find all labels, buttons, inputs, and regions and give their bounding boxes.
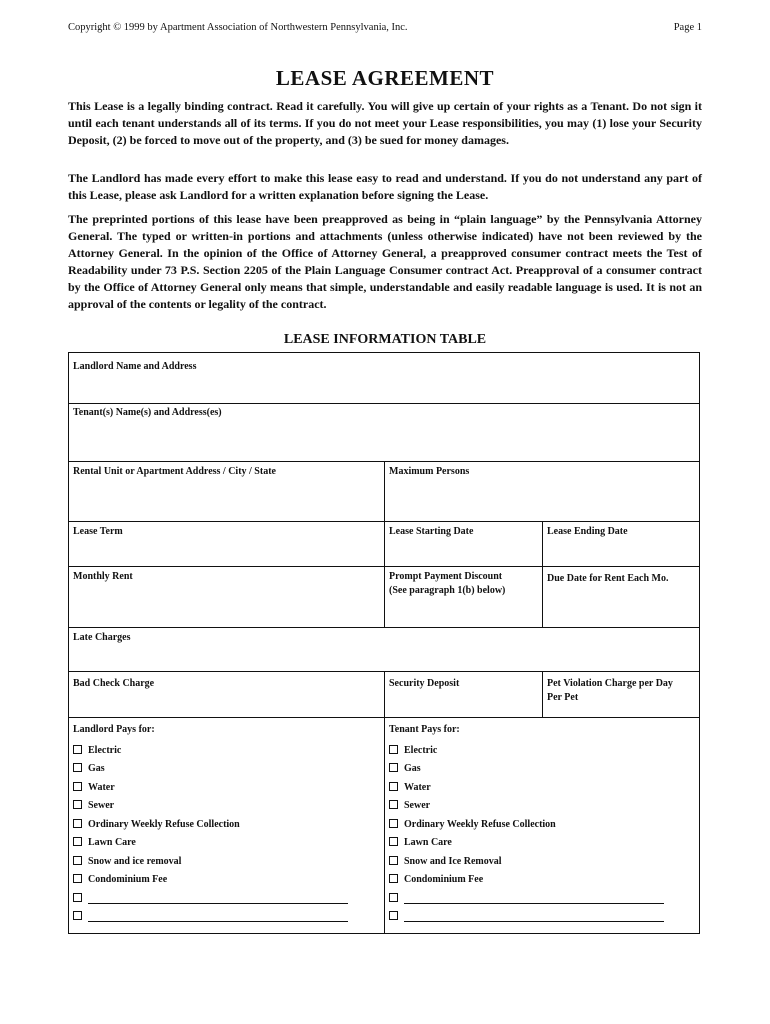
late-charges-field[interactable]: Late Charges — [73, 632, 131, 643]
checkbox-icon[interactable] — [389, 856, 398, 865]
landlord-pays-gas[interactable]: Gas — [73, 760, 378, 779]
checkbox-icon[interactable] — [73, 819, 82, 828]
bad-check-charge-field[interactable]: Bad Check Charge — [73, 678, 155, 689]
landlord-pays-heading: Landlord Pays for: — [73, 724, 155, 735]
checkbox-icon[interactable] — [73, 837, 82, 846]
checkbox-icon[interactable] — [73, 763, 82, 772]
landlord-pays-condo-fee[interactable]: Condominium Fee — [73, 871, 378, 890]
tenant-pays-list — [389, 723, 694, 926]
tenant-pays-snow-removal[interactable]: Snow and Ice Removal — [389, 852, 694, 871]
checkbox-icon[interactable] — [73, 782, 82, 791]
lease-term-field[interactable]: Lease Term — [73, 526, 123, 537]
checkbox-icon[interactable] — [73, 800, 82, 809]
table-divider — [69, 403, 699, 404]
table-divider — [542, 521, 543, 627]
checkbox-icon[interactable] — [73, 745, 82, 754]
copyright-notice: Copyright © 1999 by Apartment Association of Northwestern Pennsylvania, Inc. — [68, 22, 408, 33]
blank-line[interactable] — [88, 893, 348, 904]
checkbox-icon[interactable] — [73, 856, 82, 865]
checkbox-icon[interactable] — [389, 763, 398, 772]
landlord-pays-snow-removal[interactable]: Snow and ice removal — [73, 852, 378, 871]
page-header — [68, 22, 702, 33]
landlord-pays-other-1[interactable] — [73, 889, 378, 908]
checkbox-icon[interactable] — [389, 782, 398, 791]
table-divider — [384, 521, 385, 627]
pet-violation-label-line2: Per Pet — [547, 692, 579, 703]
table-divider — [69, 627, 699, 628]
tenant-pays-other-2[interactable] — [389, 908, 694, 927]
rental-unit-address-field[interactable]: Rental Unit or Apartment Address / City / State — [73, 466, 276, 477]
blank-line[interactable] — [404, 893, 664, 904]
tenant-pays-gas[interactable]: Gas — [389, 760, 694, 779]
prompt-payment-note: (See paragraph 1(b) below) — [389, 585, 506, 596]
maximum-persons-field[interactable]: Maximum Persons — [389, 466, 470, 477]
tenant-pays-electric[interactable]: Electric — [389, 741, 694, 760]
table-divider — [542, 671, 543, 717]
landlord-name-address-field[interactable]: Landlord Name and Address — [73, 361, 197, 372]
tenant-pays-water[interactable]: Water — [389, 778, 694, 797]
prompt-payment-discount-label: Prompt Payment Discount — [389, 571, 503, 582]
checkbox-icon[interactable] — [389, 893, 398, 902]
landlord-pays-refuse[interactable]: Ordinary Weekly Refuse Collection — [73, 815, 378, 834]
tenant-pays-other-1[interactable] — [389, 889, 694, 908]
lease-ending-date-field[interactable]: Lease Ending Date — [547, 526, 628, 537]
tenant-pays-lawn-care[interactable]: Lawn Care — [389, 834, 694, 853]
landlord-pays-electric[interactable]: Electric — [73, 741, 378, 760]
tenant-pays-sewer[interactable]: Sewer — [389, 797, 694, 816]
checkbox-icon[interactable] — [73, 911, 82, 920]
checkbox-icon[interactable] — [389, 874, 398, 883]
monthly-rent-field[interactable]: Monthly Rent — [73, 571, 133, 582]
security-deposit-field[interactable]: Security Deposit — [389, 678, 460, 689]
plain-language-paragraph: The preprinted portions of this lease have been preapproved as being in “plain language” by the Pennsylvania Attorney General. The typed or written-in portions and attachments (unless otherwise indicated) have not been reviewed by the Attorney General. In the opinion of the Office of Attorney General, a preapproved consumer contract meets the Test of Readability under 73 P.S. Section 2205 of the Plain Language Consumer contract Act. Preapproval of a consumer contract by the Office of Attorney General only means that simple, understandable and easily readable language is used. It is not an approval of the contents or legality of the contract. — [68, 212, 702, 311]
checkbox-icon[interactable] — [389, 911, 398, 920]
tenant-names-addresses-field[interactable]: Tenant(s) Name(s) and Address(es) — [73, 407, 222, 418]
landlord-pays-other-2[interactable] — [73, 908, 378, 927]
tenant-pays-refuse[interactable]: Ordinary Weekly Refuse Collection — [389, 815, 694, 834]
blank-line[interactable] — [404, 911, 664, 922]
pet-violation-label-line1: Pet Violation Charge per Day — [547, 678, 673, 689]
prompt-payment-discount-field[interactable] — [389, 570, 505, 598]
lease-table-title: LEASE INFORMATION TABLE — [283, 332, 487, 347]
checkbox-icon[interactable] — [389, 800, 398, 809]
table-divider — [384, 671, 385, 933]
intro-paragraph: This Lease is a legally binding contract. Read it carefully. You will give up certain of your rights as a Tenant. Do not sign it until each tenant understands all of its terms. If you do not meet your Lease responsibilities, you may (1) lose your Security Deposit, (2) be forced to move out of the property, and (3) be sued for money damages. — [68, 99, 702, 147]
page-number: Page 1 — [673, 22, 702, 33]
checkbox-icon[interactable] — [389, 837, 398, 846]
landlord-pays-lawn-care[interactable]: Lawn Care — [73, 834, 378, 853]
checkbox-icon[interactable] — [73, 874, 82, 883]
lease-starting-date-field[interactable]: Lease Starting Date — [389, 526, 474, 537]
checkbox-icon[interactable] — [389, 819, 398, 828]
checkbox-icon[interactable] — [73, 893, 82, 902]
tenant-pays-heading: Tenant Pays for: — [389, 724, 460, 735]
checkbox-icon[interactable] — [389, 745, 398, 754]
pet-violation-charge-field[interactable] — [547, 677, 673, 705]
document-title: LEASE AGREEMENT — [275, 66, 495, 90]
table-divider — [384, 461, 385, 521]
due-date-field[interactable]: Due Date for Rent Each Mo. — [547, 573, 669, 584]
tenant-pays-condo-fee[interactable]: Condominium Fee — [389, 871, 694, 890]
explanation-paragraph: The Landlord has made every effort to make this lease easy to read and understand. If you do not understand any part of this Lease, please ask Landlord for a written explanation before signing the Lease. — [68, 171, 702, 202]
landlord-pays-sewer[interactable]: Sewer — [73, 797, 378, 816]
landlord-pays-water[interactable]: Water — [73, 778, 378, 797]
blank-line[interactable] — [88, 911, 348, 922]
landlord-pays-list — [73, 723, 378, 926]
lease-information-table — [68, 352, 700, 934]
